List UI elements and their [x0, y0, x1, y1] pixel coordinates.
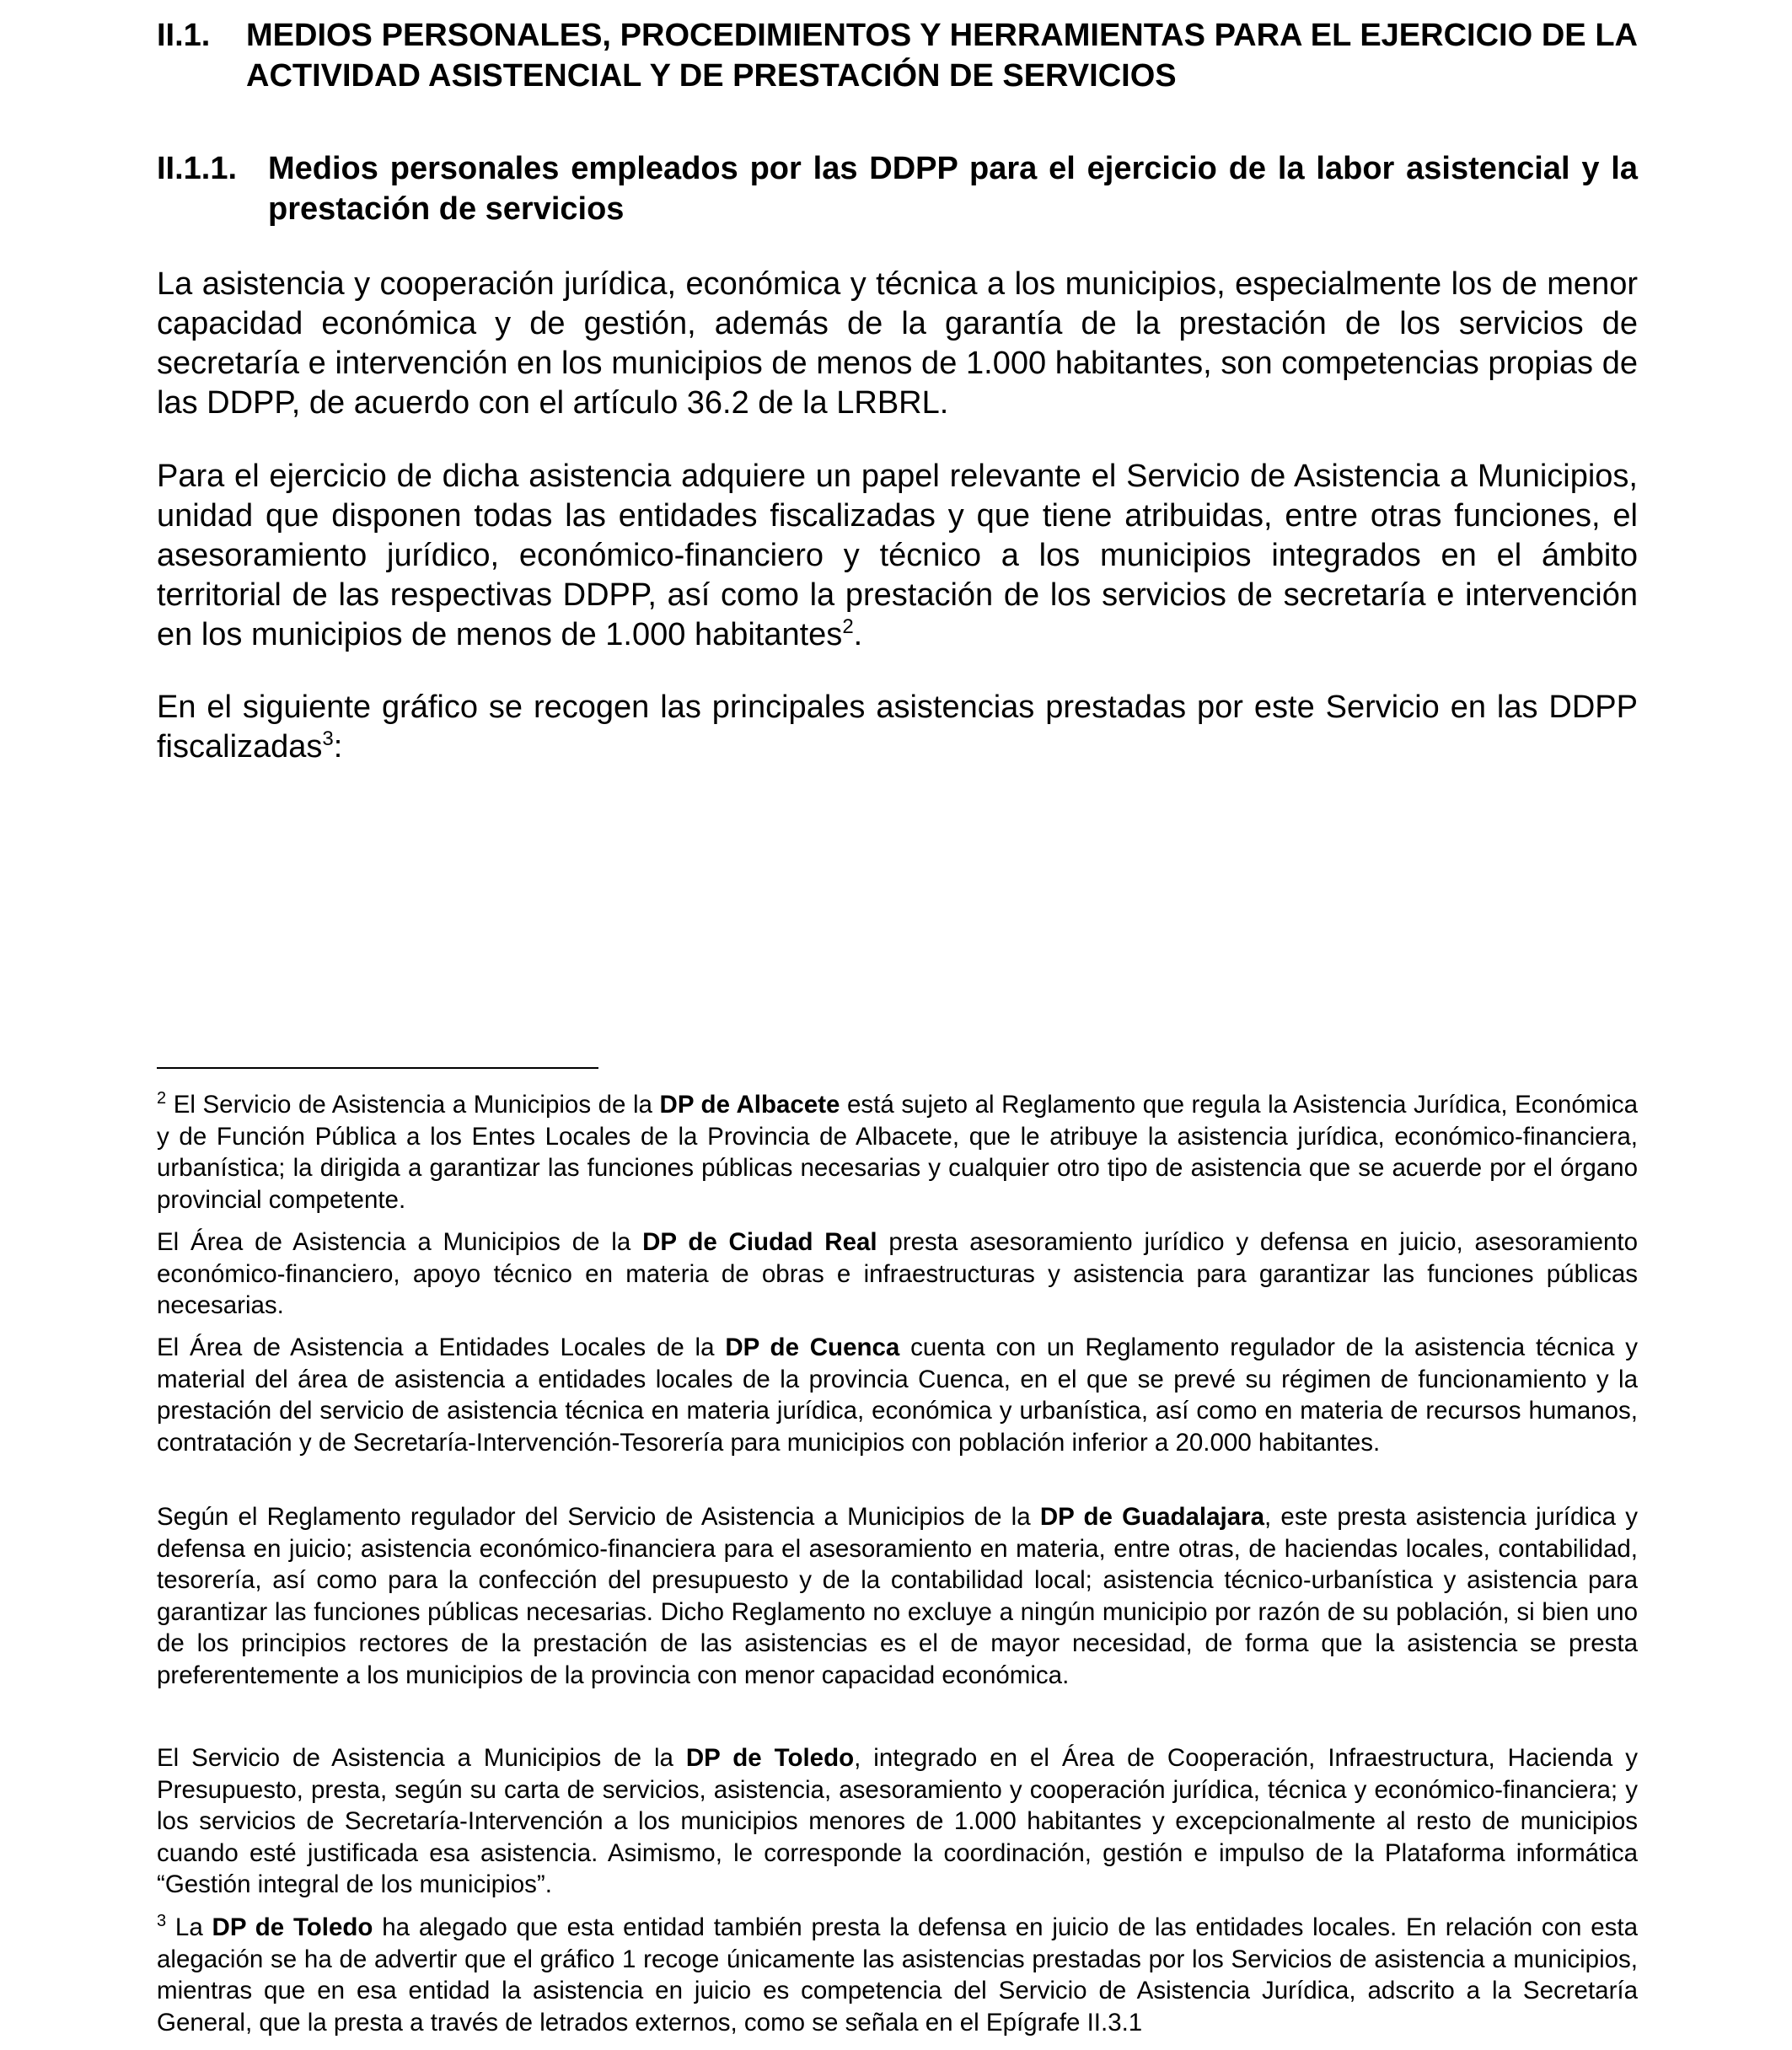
section-heading-number: II.1.	[157, 18, 211, 53]
body-paragraph-servicio	[157, 457, 1638, 655]
footnote-text: cuenta con un Reglamento regulador de la asistencia técnica y material del área de asistencia a entidades locales de la provincia Cuenca, en el que se prevé su régimen de funcionamiento y la prestación del servicio de asistencia técnica en materia jurídica, económica y urbanística, así como en materia de recursos humanos, contratación y de Secretaría-Intervención-Tesorería para municipios con población inferior a 20.000 habitantes.	[157, 1334, 1638, 1457]
footnote-text: El Servicio de Asistencia a Municipios de la	[166, 1091, 660, 1119]
footnote-text: El Área de Asistencia a Entidades Locales de la	[157, 1334, 726, 1361]
footnote-entity-name: DP de Toledo	[212, 1913, 373, 1941]
footnote-text: presta asesoramiento jurídico y defensa en juicio, asesoramiento económico-financiero, apoyo técnico en materia de obras e infraestructuras y asistencia para garantizar las funciones públicas necesarias.	[157, 1228, 1639, 1319]
section-heading-text: MEDIOS PERSONALES, PROCEDIMIENTOS Y HERRAMIENTAS PARA EL EJERCICIO DE LA ACTIVIDAD ASISTENCIAL Y DE PRESTACIÓN DE SERVICIOS	[246, 18, 1638, 94]
body-paragraph-grafico	[157, 688, 1638, 767]
footnote-entity-name: DP de Toledo	[685, 1744, 855, 1772]
footnote-text: El Servicio de Asistencia a Municipios de la	[157, 1744, 686, 1772]
footnote-ref-2[interactable]: 2	[842, 615, 854, 638]
footnote-entity-name: DP de Ciudad Real	[642, 1228, 877, 1256]
footnote-entity-name: DP de Guadalajara	[1039, 1503, 1265, 1531]
footnote-ref-3[interactable]: 3	[322, 727, 334, 750]
paragraph-text: En el siguiente gráfico se recogen las principales asistencias prestadas por este Servicio en las DDPP fiscalizadas	[157, 690, 1638, 765]
footnote-separator	[157, 1067, 598, 1069]
subsection-heading	[157, 148, 1638, 229]
footnote-text: está sujeto al Reglamento que regula la Asistencia Jurídica, Económica y de Función Pública a los Entes Locales de la Provincia de Albacete, que le atribuye la asistencia jurídica, económico-financiera, urbanística; la dirigida a garantizar las funciones públicas necesarias y cualquier otro tipo de asistencia que se acuerde por el órgano provincial competente.	[157, 1091, 1639, 1214]
footnote-text: ha alegado que esta entidad también presta la defensa en juicio de las entidades locales. En relación con esta alegación se ha de advertir que el gráfico 1 recoge únicamente las asistencias prestadas por los Servicios de asistencia a municipios, mientras que en esa entidad la asistencia en juicio es competencia del Servicio de Asistencia Jurídica, adscrito a la Secretaría General, que la presta a través de letrados externos, como se señala en el Epígrafe II.3.1	[157, 1913, 1638, 2037]
footnote-2-toledo	[157, 1742, 1638, 1901]
footnote-text: Según el Reglamento regulador del Servicio de Asistencia a Municipios de la	[157, 1503, 1040, 1531]
paragraph-text: Para el ejercicio de dicha asistencia adquiere un papel relevante el Servicio de Asistencia a Municipios, unidad que disponen todas las entidades fiscalizadas y que tiene atribuidas, entre otras funciones, el asesoramiento jurídico, económico-financiero y técnico a los municipios integrados en el ámbito territorial de las respectivas DDPP, así como la prestación de los servicios de secretaría e intervención en los municipios de menos de 1.000 habitantes	[157, 459, 1638, 652]
subsection-heading-number: II.1.1.	[157, 151, 238, 186]
footnote-2-ciudad-real	[157, 1226, 1638, 1322]
footnote-2-albacete	[157, 1089, 1638, 1216]
section-heading	[157, 15, 1638, 96]
paragraph-punctuation: :	[333, 729, 343, 765]
footnote-3-toledo	[157, 1912, 1638, 2038]
footnote-text: El Área de Asistencia a Municipios de la	[157, 1228, 643, 1256]
subsection-heading-text: Medios personales empleados por las DDPP para el ejercicio de la labor asistencial y la prestación de servicios	[268, 151, 1638, 227]
footnote-text: La	[166, 1913, 212, 1941]
footnote-text: , integrado en el Área de Cooperación, Infraestructura, Hacienda y Presupuesto, presta, según su carta de servicios, asistencia, asesoramiento y cooperación jurídica, técnica y económico-financiera; y los servicios de Secretaría-Intervención a los municipios menores de 1.000 habitantes y excepcionalmente al resto de municipios cuando esté justificada esa asistencia. Asimismo, le corresponde la coordinación, gestión e impulso de la Plataforma informática “Gestión integral de los municipios”.	[157, 1744, 1638, 1898]
paragraph-text: La asistencia y cooperación jurídica, económica y técnica a los municipios, especialmente los de menor capacidad económica y de gestión, además de la garantía de la prestación de los servicios de secretaría e intervención en los municipios de menos de 1.000 habitantes, son competencias propias de las DDPP, de acuerdo con el artículo 36.2 de la LRBRL.	[157, 266, 1638, 421]
footnote-marker: 2	[157, 1089, 167, 1108]
paragraph-punctuation: .	[853, 617, 863, 652]
footnote-2-guadalajara	[157, 1501, 1638, 1691]
footnote-marker: 3	[157, 1912, 167, 1930]
body-paragraph-competencias	[157, 265, 1638, 423]
footnote-entity-name: DP de Cuenca	[725, 1334, 900, 1361]
footnote-text: , este presta asistencia jurídica y defensa en juicio; asistencia económico-financiera para el asesoramiento en materia, entre otras, de haciendas locales, contabilidad, tesorería, así como para la confección del presupuesto y de la contabilidad local; asistencia técnico-urbanística y asistencia para garantizar las funciones públicas necesarias. Dicho Reglamento no excluye a ningún municipio por razón de su población, si bien uno de los principios rectores de la prestación de las asistencias es el de mayor necesidad, de forma que la asistencia se presta preferentemente a los municipios de la provincia con menor capacidad económica.	[157, 1503, 1639, 1689]
footnote-entity-name: DP de Albacete	[659, 1091, 840, 1119]
footnote-2-cuenca	[157, 1332, 1638, 1458]
